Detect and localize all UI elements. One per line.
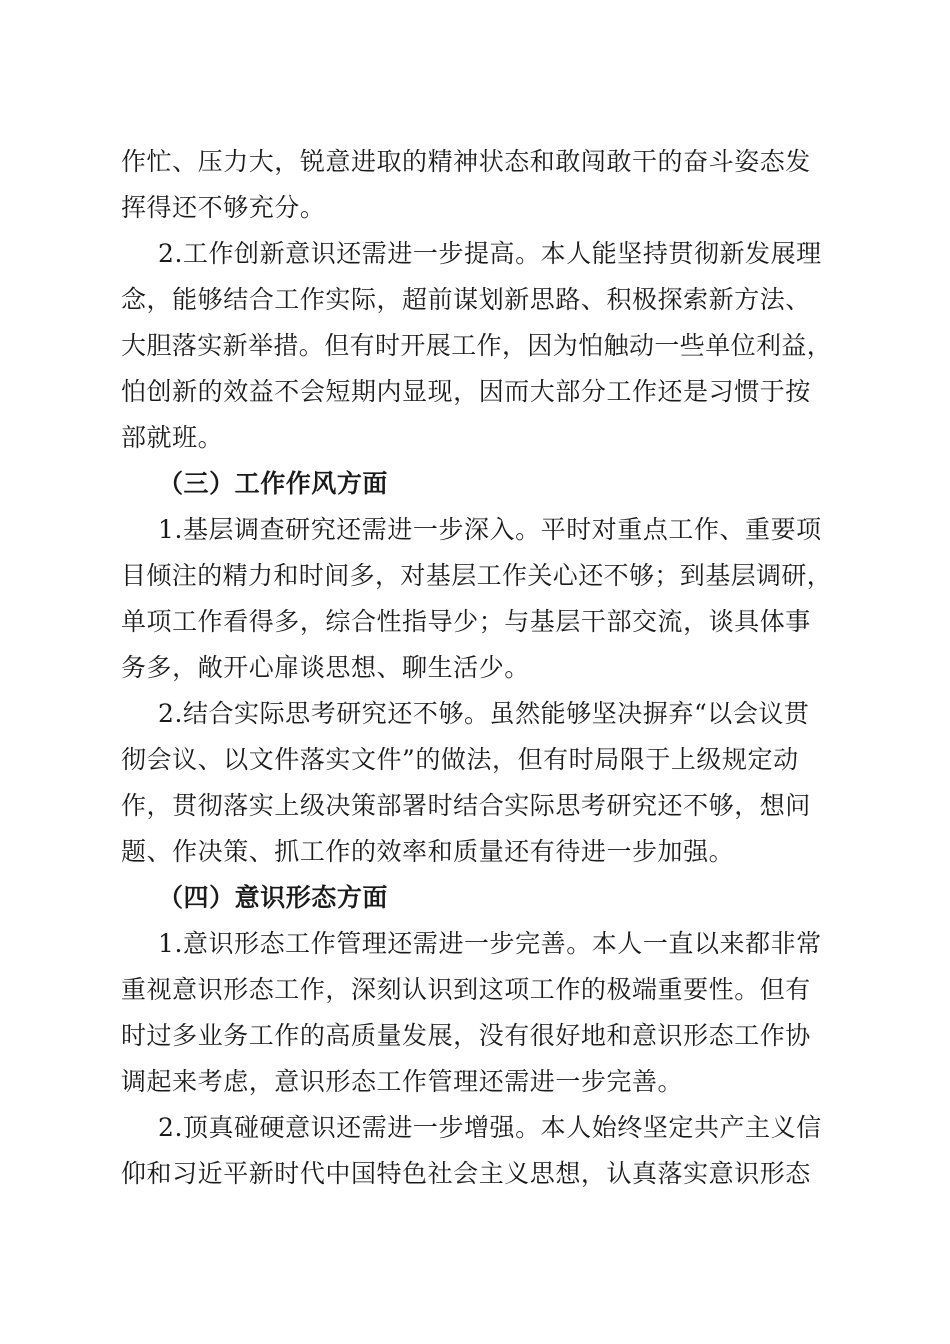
text-line: 仰和习近平新时代中国特色社会主义思想，认真落实意识形态 bbox=[121, 1159, 811, 1188]
text-line: 作，贯彻落实上级决策部署时结合实际思考研究还不够，想问 bbox=[121, 791, 811, 820]
text-line: 2.结合实际思考研究还不够。虽然能够坚决摒弃“以会议贯 bbox=[158, 699, 810, 728]
text-line: 目倾注的精力和时间多，对基层工作关心还不够；到基层调研， bbox=[121, 561, 833, 590]
text-line: 念，能够结合工作实际，超前谋划新思路、积极探索新方法、 bbox=[121, 285, 811, 314]
section-heading: （三）工作作风方面 bbox=[158, 469, 388, 498]
section-heading: （四）意识形态方面 bbox=[158, 883, 388, 912]
text-line: 题、作决策、抓工作的效率和质量还有待进一步加强。 bbox=[121, 837, 735, 866]
text-line: 单项工作看得多，综合性指导少；与基层干部交流，谈具体事 bbox=[121, 607, 811, 636]
text-line: 1.意识形态工作管理还需进一步完善。本人一直以来都非常 bbox=[158, 929, 822, 958]
text-line: 务多，敞开心扉谈思想、聊生活少。 bbox=[121, 653, 530, 682]
text-line: 大胆落实新举措。但有时开展工作，因为怕触动一些单位利益， bbox=[121, 331, 833, 360]
text-line: 重视意识形态工作，深刻认识到这项工作的极端重要性。但有 bbox=[121, 975, 811, 1004]
text-line: 2.顶真碰硬意识还需进一步增强。本人始终坚定共产主义信 bbox=[158, 1113, 822, 1142]
text-line: 怕创新的效益不会短期内显现，因而大部分工作还是习惯于按 bbox=[121, 377, 811, 406]
text-line: 2.工作创新意识还需进一步提高。本人能坚持贯彻新发展理 bbox=[158, 239, 822, 268]
text-line: 部就班。 bbox=[121, 423, 224, 452]
text-line: 时过多业务工作的高质量发展，没有很好地和意识形态工作协 bbox=[121, 1021, 811, 1050]
text-line: 作忙、压力大，锐意进取的精神状态和敢闯敢干的奋斗姿态发 bbox=[121, 147, 811, 176]
text-line: 挥得还不够充分。 bbox=[121, 193, 326, 222]
text-line: 彻会议、以文件落实文件”的做法，但有时局限于上级规定动 bbox=[121, 745, 799, 774]
text-line: 1.基层调查研究还需进一步深入。平时对重点工作、重要项 bbox=[158, 515, 822, 544]
text-line: 调起来考虑，意识形态工作管理还需进一步完善。 bbox=[121, 1067, 684, 1096]
